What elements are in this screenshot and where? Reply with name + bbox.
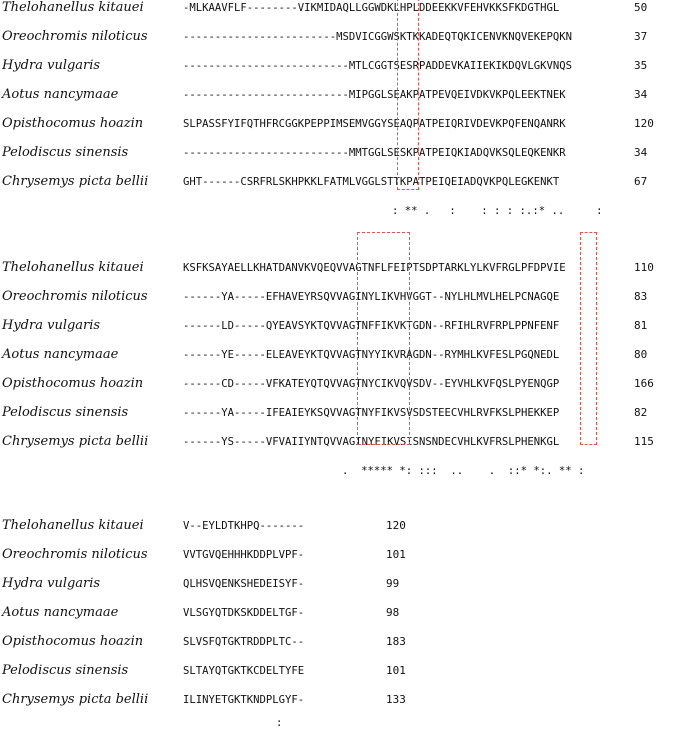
- alignment-row: [0, 518, 685, 538]
- species-name: Oreochromis niloticus: [2, 29, 148, 44]
- alignment-row: [0, 87, 685, 107]
- sequence: GHT------CSRFRLSKHPKKLFATMLVGGLSTTKPATPEIQEIADQVKPQLEGKENKT: [183, 176, 560, 188]
- sequence: ------------------------MSDVICGGWSKTKKADEQTQKICENVKNQVEKEPQKN: [183, 31, 573, 43]
- species-name: Thelohanellus kitauei: [2, 518, 144, 533]
- alignment-row: [0, 547, 685, 567]
- position-number: 115: [634, 435, 654, 448]
- species-name: Hydra vulgaris: [2, 576, 101, 591]
- species-name: Chrysemys picta bellii: [2, 692, 149, 707]
- alignment-row: [0, 116, 685, 136]
- consensus-line: :: [276, 717, 283, 729]
- position-number: 101: [386, 664, 406, 677]
- alignment-row: [0, 145, 685, 165]
- consensus-row: [0, 463, 685, 483]
- species-name: Opisthocomus hoazin: [2, 116, 144, 131]
- position-number: 67: [634, 175, 648, 188]
- species-name: Oreochromis niloticus: [2, 289, 148, 304]
- position-number: 80: [634, 348, 648, 361]
- alignment-row: [0, 634, 685, 654]
- sequence: --------------------------MIPGGLSEAKPATPEVQEIVDKVKPQLEEKTNEK: [183, 89, 566, 101]
- species-name: Chrysemys picta bellii: [2, 174, 149, 189]
- species-name: Pelodiscus sinensis: [2, 405, 129, 420]
- alignment-row: [0, 605, 685, 625]
- species-name: Pelodiscus sinensis: [2, 145, 129, 160]
- position-number: 166: [634, 377, 654, 390]
- sequence: SLVSFQTGKTRDDPLTC--: [183, 636, 305, 648]
- highlight-box: [357, 232, 410, 445]
- sequence: ------YS-----VFVAIIYNTQVVAGINYFIKVSISNSNDECVHLKVFRSLPHENKGL: [183, 436, 560, 448]
- alignment-row: [0, 692, 685, 712]
- position-number: 98: [386, 606, 400, 619]
- species-name: Oreochromis niloticus: [2, 547, 148, 562]
- alignment-row: [0, 174, 685, 194]
- consensus-line: : ** . : : : : :.:* .. :: [392, 205, 603, 217]
- species-name: Aotus nancymaae: [2, 347, 119, 362]
- species-name: Hydra vulgaris: [2, 318, 101, 333]
- position-number: 35: [634, 59, 648, 72]
- consensus-row: [0, 715, 685, 735]
- position-number: 120: [634, 117, 654, 130]
- alignment-row: [0, 576, 685, 596]
- position-number: 101: [386, 548, 406, 561]
- sequence: QLHSVQENKSHEDEISYF-: [183, 578, 305, 590]
- sequence: V--EYLDTKHPQ-------: [183, 520, 305, 532]
- highlight-box: [580, 232, 597, 445]
- sequence: -MLKAAVFLF--------VIKMIDAQLLGGWDKLHPLDDEEKKVFEHVKKSFKDGTHGL: [183, 2, 560, 14]
- sequence: VLSGYQTDKSKDDELTGF-: [183, 607, 305, 619]
- sequence: ------YE-----ELEAVEYKTQVVAGTNYYIKVRAGDN--RYMHLKVFESLPGQNEDL: [183, 349, 560, 361]
- sequence: KSFKSAYAELLKHATDANVKVQEQVVAGTNFLFEIPTSDPTARKLYLKVFRGLPFDPVIE: [183, 262, 566, 274]
- species-name: Aotus nancymaae: [2, 605, 119, 620]
- position-number: 50: [634, 1, 648, 14]
- species-name: Thelohanellus kitauei: [2, 0, 144, 15]
- species-name: Pelodiscus sinensis: [2, 663, 129, 678]
- sequence: --------------------------MMTGGLSESKPATPEIQKIADQVKSQLEQKENKR: [183, 147, 566, 159]
- sequence: ------LD-----QYEAVSYKTQVVAGTNFFIKVKTGDN--RFIHLRVFRPLPPNFENF: [183, 320, 560, 332]
- highlight-box: [397, 0, 419, 190]
- position-number: 99: [386, 577, 400, 590]
- alignment-row: [0, 663, 685, 683]
- sequence: ILINYETGKTKNDPLGYF-: [183, 694, 305, 706]
- sequence: SLTAYQTGKTKCDELTYFE: [183, 665, 305, 677]
- position-number: 82: [634, 406, 648, 419]
- sequence: VVTGVQEHHHKDDPLVPF-: [183, 549, 305, 561]
- species-name: Opisthocomus hoazin: [2, 634, 144, 649]
- position-number: 83: [634, 290, 648, 303]
- sequence: ------YA-----EFHAVEYRSQVVAGINYLIKVHVGGT--NYLHLMVLHELPCNAGQE: [183, 291, 560, 303]
- species-name: Aotus nancymaae: [2, 87, 119, 102]
- sequence: ------YA-----IFEAIEYKSQVVAGTNYFIKVSVSDSTEECVHLRVFKSLPHEKKEP: [183, 407, 560, 419]
- position-number: 37: [634, 30, 648, 43]
- position-number: 81: [634, 319, 648, 332]
- species-name: Thelohanellus kitauei: [2, 260, 144, 275]
- position-number: 133: [386, 693, 406, 706]
- species-name: Hydra vulgaris: [2, 58, 101, 73]
- position-number: 34: [634, 88, 648, 101]
- alignment-row: [0, 0, 685, 20]
- sequence: ------CD-----VFKATEYQTQVVAGTNYCIKVQVSDV--EYVHLKVFQSLPYENQGP: [183, 378, 560, 390]
- sequence: --------------------------MTLCGGTSESRPADDEVKAIIEKIKDQVLGKVNQS: [183, 60, 573, 72]
- species-name: Opisthocomus hoazin: [2, 376, 144, 391]
- position-number: 34: [634, 146, 648, 159]
- consensus-row: [0, 203, 685, 223]
- consensus-line: . ***** *: ::: .. . ::* *:. ** :: [342, 465, 585, 477]
- position-number: 183: [386, 635, 406, 648]
- sequence: SLPASSFYIFQTHFRCGGKPEPPIMSEMVGGYSEAQPATPEIQRIVDEVKPQFENQANRK: [183, 118, 566, 130]
- species-name: Chrysemys picta bellii: [2, 434, 149, 449]
- alignment-row: [0, 29, 685, 49]
- position-number: 110: [634, 261, 654, 274]
- alignment-row: [0, 58, 685, 78]
- position-number: 120: [386, 519, 406, 532]
